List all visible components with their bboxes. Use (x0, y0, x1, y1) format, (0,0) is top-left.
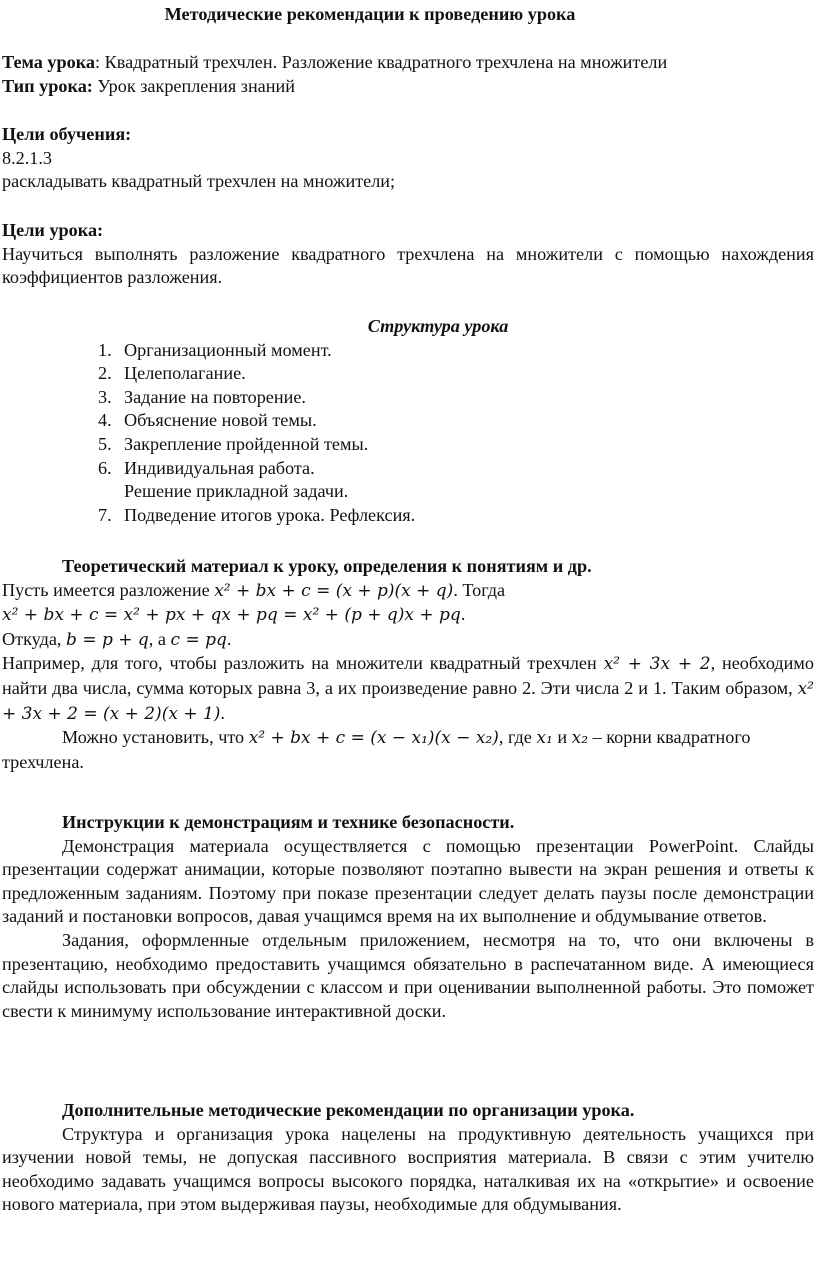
learning-goals-text: раскладывать квадратный трехчлен на множители; (2, 171, 396, 192)
type-label: Тип урока: (2, 75, 93, 96)
structure-heading: Структура урока (367, 316, 509, 336)
formula: x² + 3x + 2 (603, 654, 711, 675)
theory-heading: Теоретический материал к уроку, определения к понятиям и др. (62, 556, 592, 576)
formula: x² + bx + c = (x + p)(x + q) (214, 580, 454, 601)
structure-list (2, 339, 814, 528)
document-title: Методические рекомендации к проведению урока (164, 4, 576, 24)
instructions-section (2, 811, 814, 1023)
list-item: 5. Закрепление пройденной темы. (98, 433, 369, 454)
list-item: 6. Индивидуальная работа. Решение прикладной задачи. (98, 457, 349, 502)
theory-p4: Например, для того, чтобы разложить на множители квадратный трехчлен x² + 3x + 2, необходимо найти два числа, сумма которых равна 3, а их произведение равно 2. Эти числа 2 и 1. Таким образом, x² + 3x + 2 = (x + 2)(x + 1). (2, 653, 814, 724)
list-item-sub: Решение прикладной задачи. (124, 481, 349, 502)
theory-p1: Пусть имеется разложение x² + bx + c = (x + p)(x + q). Тогда (2, 579, 506, 601)
lesson-goals-heading: Цели урока: (2, 220, 104, 240)
extra-p1: Структура и организация урока нацелены на продуктивную деятельность учащихся при изучении новой темы, не допуская пассивного восприятия материала. В связи с этим учителю необходимо задавать учащимся вопросы высокого порядка, наталкивая их на «открытие» и освоение нового материала, при этом выдерживая паузы, необходимые для обдумывания. (2, 1123, 814, 1215)
type-value: Урок закрепления знаний (92, 75, 295, 96)
formula: c = pq (170, 629, 227, 650)
topic-line (2, 51, 814, 75)
extra-heading: Дополнительные методические рекомендации по организации урока. (62, 1100, 635, 1120)
formula: x² + bx + c = x² + px + qx + pq = x² + (p + q)x + pq (2, 605, 461, 626)
learning-goals-heading: Цели обучения: (2, 124, 132, 144)
formula: x₂ (571, 728, 589, 749)
theory-p5: Можно установить, что x² + bx + c = (x − x₁)(x − x₂), где x₁ и x₂ – корни квадратного трехчлена. (2, 727, 751, 772)
lesson-goals-text: Научиться выполнять разложение квадратного трехчлена на множители с помощью нахождения коэффициентов разложения. (2, 243, 814, 288)
list-item: 3. Задание на повторение. (98, 386, 306, 407)
list-item: 1. Организационный момент. (98, 339, 332, 360)
topic-value: : Квадратный трехчлен. Разложение квадратного трехчлена на множители (95, 52, 668, 72)
list-item: 4. Объяснение новой темы. (98, 410, 317, 431)
theory-p2: x² + bx + c = x² + px + qx + pq = x² + (p + q)x + pq. (2, 604, 466, 626)
learning-goals-code: 8.2.1.3 (2, 147, 53, 168)
instructions-heading: Инструкции к демонстрациям и технике безопасности. (62, 812, 515, 832)
extra-section (2, 1099, 814, 1217)
formula: x² + 3x + 2 = (x + 2)(x + 1) (2, 678, 814, 724)
list-item: 7. Подведение итогов урока. Рефлексия. (98, 504, 416, 525)
formula: x² + bx + c = (x − x₁)(x − x₂) (248, 728, 499, 749)
instructions-p1: Демонстрация материала осуществляется с помощью презентации PowerPoint. Слайды презентации содержат анимации, которые позволяют поэтапно вывести на экран решения и ответы к предложенным заданиям. Поэтому при показе презентации следует делать паузы после демонстрации заданий и постановки вопросов, давая учащимся время на их выполнение и обдумывание ответов. (2, 835, 814, 927)
instructions-p2: Задания, оформленные отдельным приложением, несмотря на то, что они включены в презентацию, необходимо предоставить учащимся обязательно в распечатанном виде. А имеющиеся слайды использовать при обсуждении с классом и при оценивании выполненной работы. Это поможет свести к минимуму использование интерактивной доски. (2, 929, 814, 1021)
formula: b = p + q (66, 629, 149, 650)
type-line (2, 75, 814, 99)
theory-section (2, 555, 814, 774)
formula: x₁ (536, 728, 553, 749)
lesson-goals (2, 219, 814, 290)
theory-p3: Откуда, b = p + q, а c = pq. (2, 628, 232, 650)
topic-label: Тема урока (2, 52, 96, 72)
learning-goals (2, 123, 814, 194)
lesson-structure (2, 315, 814, 527)
list-item: 2. Целеполагание. (98, 363, 246, 384)
lesson-meta (2, 51, 814, 98)
